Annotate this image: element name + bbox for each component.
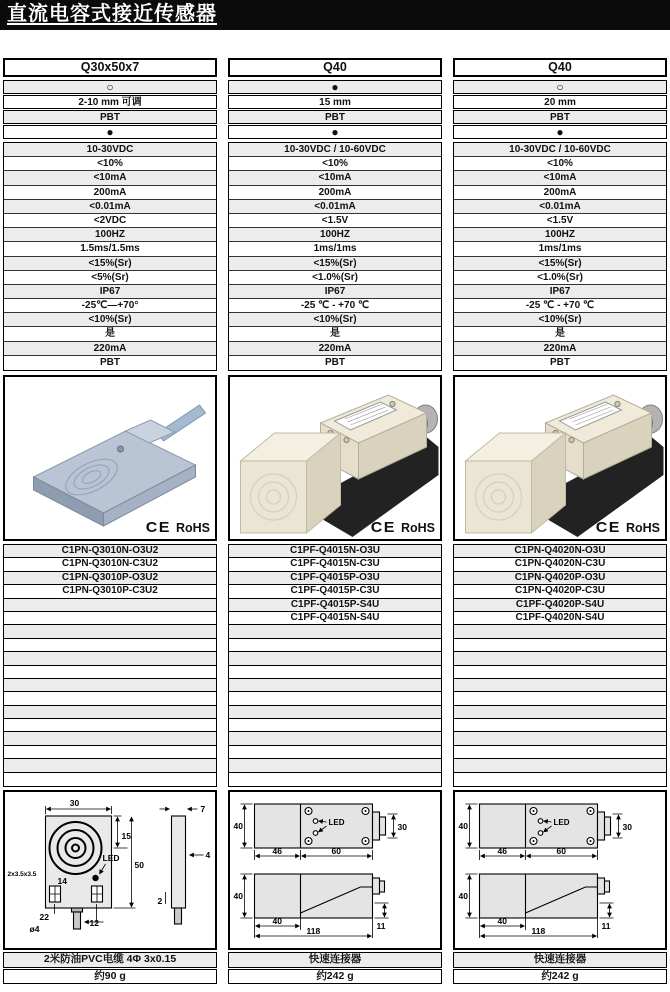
dim-label: 60 (556, 846, 566, 857)
footer-cable-row: 2米防油PVC电缆 4Φ 3x0.15 (3, 952, 217, 968)
spec-row: <10% (4, 157, 216, 171)
dim-label: 4 (205, 850, 211, 861)
model-row: C1PN-Q3010N-C3U2 (4, 558, 216, 571)
spec-row: <5%(Sr) (4, 271, 216, 285)
spec-row: 10-30VDC / 10-60VDC (454, 143, 666, 157)
empty-row (229, 692, 441, 705)
dim-label: ø4 (29, 924, 40, 935)
feature-block (3, 80, 217, 139)
spec-row: 200mA (4, 186, 216, 200)
empty-row (4, 732, 216, 745)
spec-row: 220mA (4, 342, 216, 356)
spec-row: 10-30VDC (4, 143, 216, 157)
datasheet-columns (3, 58, 667, 985)
dim-label: 46 (497, 846, 507, 857)
model-row: C1PF-Q4020N-S4U (454, 612, 666, 625)
spec-row: 220mA (229, 342, 441, 356)
dim-label: 22 (39, 912, 49, 923)
spec-row: -25 ℃ - +70 ℃ (454, 299, 666, 313)
block-dimension-drawing (455, 792, 665, 948)
spec-row: <1.0%(Sr) (454, 271, 666, 285)
footer-connector-row: 快速连接器 (453, 952, 667, 968)
feature-row-material: PBT (3, 110, 217, 124)
empty-row (229, 666, 441, 679)
dim-label: 11 (376, 921, 386, 932)
spec-row: <10%(Sr) (4, 313, 216, 327)
feature-row-symbol: ● (3, 125, 217, 139)
model-list-block (453, 544, 667, 787)
empty-row (4, 706, 216, 719)
empty-row (229, 625, 441, 638)
block-dimension-drawing (230, 792, 440, 948)
empty-row (229, 652, 441, 665)
footer-connector-row: 快速连接器 (228, 952, 442, 968)
spec-row: 100HZ (229, 228, 441, 242)
empty-row (4, 599, 216, 612)
dim-label: 11 (601, 921, 611, 932)
dim-label: 40 (272, 916, 282, 927)
dim-label: 40 (497, 916, 507, 927)
dim-label: 2 (157, 896, 163, 907)
dim-label: 15 (121, 831, 131, 842)
empty-row (4, 625, 216, 638)
feature-row-symbol: ● (228, 125, 442, 139)
model-row: C1PF-Q4015N-C3U (229, 558, 441, 571)
led-label: LED (102, 853, 120, 864)
empty-row (4, 692, 216, 705)
model-row: C1PN-Q4020P-O3U (454, 572, 666, 585)
spec-row: 100HZ (454, 228, 666, 242)
model-list-block (228, 544, 442, 787)
spec-row: 200mA (454, 186, 666, 200)
feature-block (453, 80, 667, 139)
spec-row: IP67 (454, 285, 666, 299)
feature-row-output-symbol: ○ (453, 80, 667, 94)
empty-row (454, 666, 666, 679)
footer-weight-row: 约90 g (3, 969, 217, 985)
flat-sensor-photo (5, 377, 215, 537)
footer-weight-row: 约242 g (453, 969, 667, 985)
empty-row (4, 639, 216, 652)
dim-label: 30 (622, 822, 632, 833)
spec-row: 1ms/1ms (229, 242, 441, 256)
rohs-label: RoHS (625, 521, 660, 535)
product-photo-block-sensor (453, 375, 667, 541)
ce-mark-icon: CE (595, 519, 621, 536)
model-row: C1PF-Q4015N-S4U (229, 612, 441, 625)
footer-block (3, 952, 217, 984)
empty-row (4, 666, 216, 679)
dim-label: 12 (89, 918, 99, 929)
spec-row: PBT (325, 356, 345, 368)
spec-row: 1ms/1ms (454, 242, 666, 256)
empty-row (454, 652, 666, 665)
footer-block (453, 952, 667, 984)
empty-row (454, 639, 666, 652)
dim-label: 14 (57, 876, 67, 887)
spec-row: 100HZ (4, 228, 216, 242)
model-row: C1PN-Q3010P-O3U2 (4, 572, 216, 585)
feature-row-output-symbol: ● (228, 80, 442, 94)
spec-row: 是 (454, 327, 666, 341)
empty-row (229, 679, 441, 692)
dimension-diagram-flat (3, 790, 217, 950)
empty-row (229, 759, 441, 772)
spec-row: <10mA (229, 171, 441, 185)
spec-row: <0.01mA (4, 200, 216, 214)
feature-row-material: PBT (228, 110, 442, 124)
column-header: Q30x50x7 (3, 58, 217, 77)
empty-row (454, 706, 666, 719)
spec-row: <1.5V (454, 214, 666, 228)
dim-label: 60 (331, 846, 341, 857)
empty-row (229, 639, 441, 652)
footer-weight-row: 约242 g (228, 969, 442, 985)
empty-row (454, 625, 666, 638)
model-row: C1PN-Q3010N-O3U2 (4, 545, 216, 558)
led-label: LED (553, 818, 570, 828)
dim-label: 7 (200, 804, 206, 815)
dim-label: 30 (397, 822, 407, 833)
column-q30x50x7 (3, 58, 217, 985)
model-row: C1PF-Q4015P-C3U (229, 585, 441, 598)
page-title: 直流电容式接近传感器 (7, 3, 217, 25)
dim-label: 40 (233, 821, 243, 832)
model-row: C1PN-Q4020N-O3U (454, 545, 666, 558)
spec-row: 220mA (454, 342, 666, 356)
empty-row (229, 706, 441, 719)
empty-row (229, 773, 441, 786)
dim-label: 50 (134, 860, 144, 871)
spec-row: PBT (100, 356, 120, 368)
spec-block (228, 142, 442, 371)
feature-row-output-symbol: ○ (3, 80, 217, 94)
spec-block (3, 142, 217, 371)
empty-row (4, 773, 216, 786)
feature-row-range: 2-10 mm 可调 (3, 95, 217, 109)
feature-row-symbol: ● (453, 125, 667, 139)
model-row: C1PN-Q3010P-C3U2 (4, 585, 216, 598)
empty-row (454, 719, 666, 732)
empty-row (229, 746, 441, 759)
certification-marks (371, 519, 435, 537)
spec-row: <1.0%(Sr) (229, 271, 441, 285)
feature-block (228, 80, 442, 139)
empty-row (454, 746, 666, 759)
block-sensor-photo (230, 377, 440, 537)
column-header: Q40 (228, 58, 442, 77)
footer-block (228, 952, 442, 984)
empty-row (4, 759, 216, 772)
spec-row: IP67 (229, 285, 441, 299)
spec-row: <1.5V (229, 214, 441, 228)
spec-row: <2VDC (4, 214, 216, 228)
model-row: C1PF-Q4020P-S4U (454, 599, 666, 612)
certification-marks (596, 519, 660, 537)
dim-label: 118 (531, 926, 546, 937)
product-photo-flat-sensor (3, 375, 217, 541)
ce-mark-icon: CE (370, 519, 396, 536)
ce-mark-icon: CE (145, 519, 171, 536)
model-row: C1PF-Q4015P-S4U (229, 599, 441, 612)
empty-row (4, 612, 216, 625)
empty-row (4, 719, 216, 732)
certification-marks (146, 519, 210, 537)
spec-row: <10%(Sr) (454, 313, 666, 327)
page-title-bar (0, 0, 670, 30)
spec-row: <15%(Sr) (4, 257, 216, 271)
dim-label: 30 (69, 798, 80, 809)
block-sensor-photo (455, 377, 665, 537)
model-list-block (3, 544, 217, 787)
column-q40-15mm (228, 58, 442, 985)
spec-row: <0.01mA (454, 200, 666, 214)
rohs-label: RoHS (175, 521, 210, 535)
empty-row (454, 732, 666, 745)
spec-row: <15%(Sr) (454, 257, 666, 271)
spec-row: 1.5ms/1.5ms (4, 242, 216, 256)
dim-label: 40 (233, 891, 243, 902)
spec-row: <15%(Sr) (229, 257, 441, 271)
rohs-label: RoHS (400, 521, 435, 535)
column-header: Q40 (453, 58, 667, 77)
feature-row-material: PBT (453, 110, 667, 124)
spec-row: -25 ℃ - +70 ℃ (229, 299, 441, 313)
slot-label: 2x3.5x3.5 (7, 871, 37, 879)
dimension-diagram-block (228, 790, 442, 950)
spec-row: <10% (229, 157, 441, 171)
spec-block (453, 142, 667, 371)
spec-row: <10% (454, 157, 666, 171)
spec-row: <10%(Sr) (229, 313, 441, 327)
dim-label: 40 (458, 821, 468, 832)
dim-label: 118 (306, 926, 321, 937)
spec-row: PBT (550, 356, 570, 368)
spec-row: <10mA (454, 171, 666, 185)
spec-row: 是 (4, 327, 216, 341)
empty-row (4, 746, 216, 759)
feature-row-range: 15 mm (228, 95, 442, 109)
model-row: C1PF-Q4015P-O3U (229, 572, 441, 585)
dimension-diagram-block (453, 790, 667, 950)
product-photo-block-sensor (228, 375, 442, 541)
flat-dimension-drawing (5, 792, 215, 948)
column-q40-20mm (453, 58, 667, 985)
spec-row: <0.01mA (229, 200, 441, 214)
dim-label: 46 (272, 846, 282, 857)
empty-row (4, 679, 216, 692)
model-row: C1PN-Q4020P-C3U (454, 585, 666, 598)
empty-row (454, 759, 666, 772)
spec-row: IP67 (4, 285, 216, 299)
model-row: C1PF-Q4015N-O3U (229, 545, 441, 558)
spec-row: 200mA (229, 186, 441, 200)
empty-row (229, 719, 441, 732)
empty-row (454, 773, 666, 786)
feature-row-range: 20 mm (453, 95, 667, 109)
empty-row (229, 732, 441, 745)
empty-row (454, 679, 666, 692)
empty-row (454, 692, 666, 705)
spec-row: <10mA (4, 171, 216, 185)
spec-row: 10-30VDC / 10-60VDC (229, 143, 441, 157)
dim-label: 40 (458, 891, 468, 902)
led-label: LED (328, 818, 345, 828)
empty-row (4, 652, 216, 665)
model-row: C1PN-Q4020N-C3U (454, 558, 666, 571)
spec-row: 是 (229, 327, 441, 341)
spec-row: -25℃—+70° (4, 299, 216, 313)
